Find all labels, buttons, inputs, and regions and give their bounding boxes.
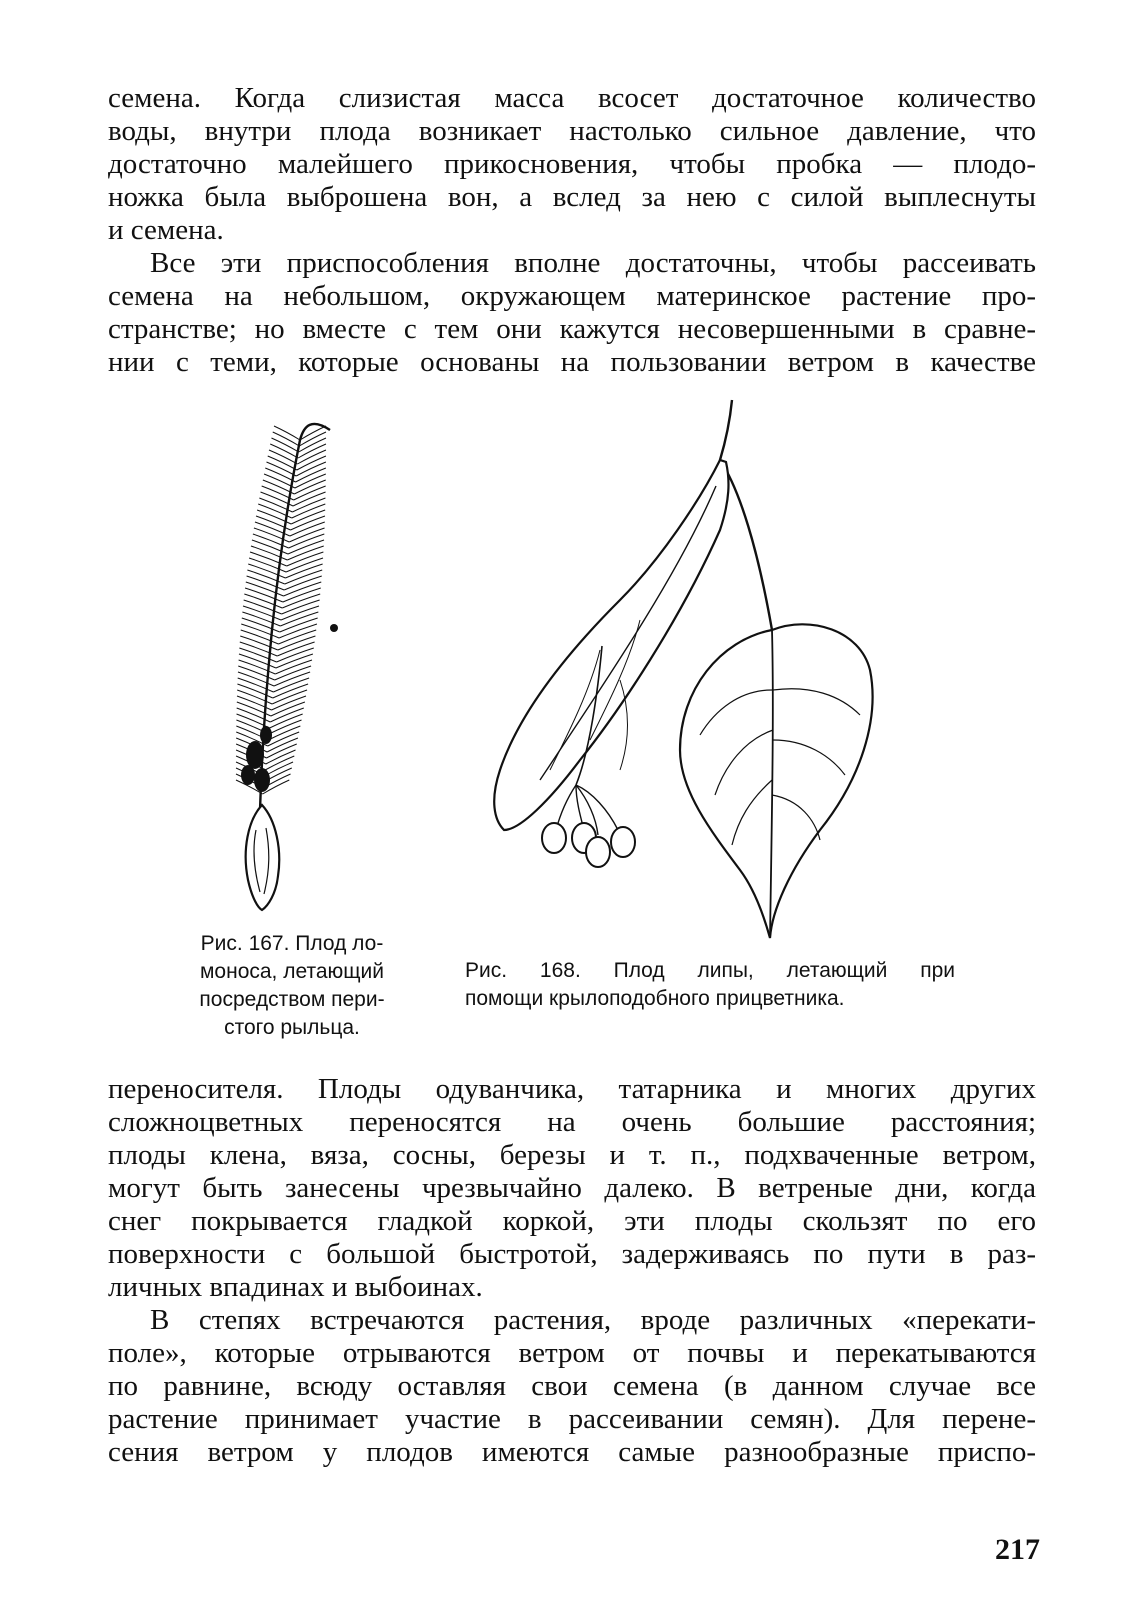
text-line: поверхности с большой быстротой, задерживаясь по пути в раз-: [108, 1238, 1036, 1270]
text-line: достаточно малейшего прикосновения, чтобы пробка — плодо-: [108, 148, 1036, 180]
caption-line: стого рыльца.: [224, 1016, 360, 1039]
text-line: поле», которые отрываются ветром от почвы и перекатываются: [108, 1337, 1036, 1369]
feather-bristles: [236, 426, 326, 794]
text-line: нии с теми, которые основаны на пользовании ветром в качестве: [108, 346, 1036, 378]
text-line: по равнине, всюду оставляя свои семена (в данном случае все: [108, 1370, 1036, 1402]
top-paragraph: [108, 82, 1036, 379]
caption-line: моноса, летающий: [199, 960, 385, 983]
figure-167-clematis-illustration: [200, 410, 360, 920]
text-line: сения ветром у плодов имеются самые разнообразные приспо-: [108, 1436, 1036, 1468]
text-line: странстве; но вместе с тем они кажутся несовершенными в сравне-: [108, 313, 1036, 345]
text-line: семена на небольшом, окружающем материнское растение про-: [108, 280, 1036, 312]
text-line: растение принимает участие в рассеивании семян). Для перене-: [108, 1403, 1036, 1435]
text-line: Все эти приспособления вполне достаточны, чтобы рассеивать: [150, 247, 1036, 279]
text-line: снег покрывается гладкой коркой, эти плоды скользят по его: [108, 1205, 1036, 1237]
text-line: переносителя. Плоды одуванчика, татарника и многих других: [108, 1073, 1036, 1105]
text-line: и семена.: [108, 214, 224, 246]
text-line: личных впадинах и выбоинах.: [108, 1271, 483, 1303]
bottom-paragraph: [108, 1073, 1036, 1469]
caption-line: посредством пери-: [199, 988, 385, 1011]
figure-167-caption: [180, 930, 404, 1042]
text-line: воды, внутри плода возникает настолько сильное давление, что: [108, 115, 1036, 147]
text-line: семена. Когда слизистая масса всосет достаточное количество: [108, 82, 1036, 114]
text-line: В степях встречаются растения, вроде различных «перекати-: [150, 1304, 1036, 1336]
page-number: 217: [995, 1533, 1040, 1566]
text-line: ножка была выброшена вон, а вслед за нею с силой выплеснуты: [108, 181, 1036, 213]
figure-168-linden-illustration: [480, 390, 900, 950]
text-line: сложноцветных переносятся на очень большие расстояния;: [108, 1106, 1036, 1138]
caption-line: Рис. 167. Плод ло-: [200, 932, 384, 955]
caption-line: помощи крылоподобного прицветника.: [465, 987, 845, 1010]
caption-line: Рис. 168. Плод липы, летающий при: [465, 959, 955, 982]
text-line: могут быть занесены чрезвычайно далеко. В ветреные дни, когда: [108, 1172, 1036, 1204]
text-line: плоды клена, вяза, сосны, березы и т. п., подхваченные ветром,: [108, 1139, 1036, 1171]
figure-168-caption: [465, 957, 955, 1013]
